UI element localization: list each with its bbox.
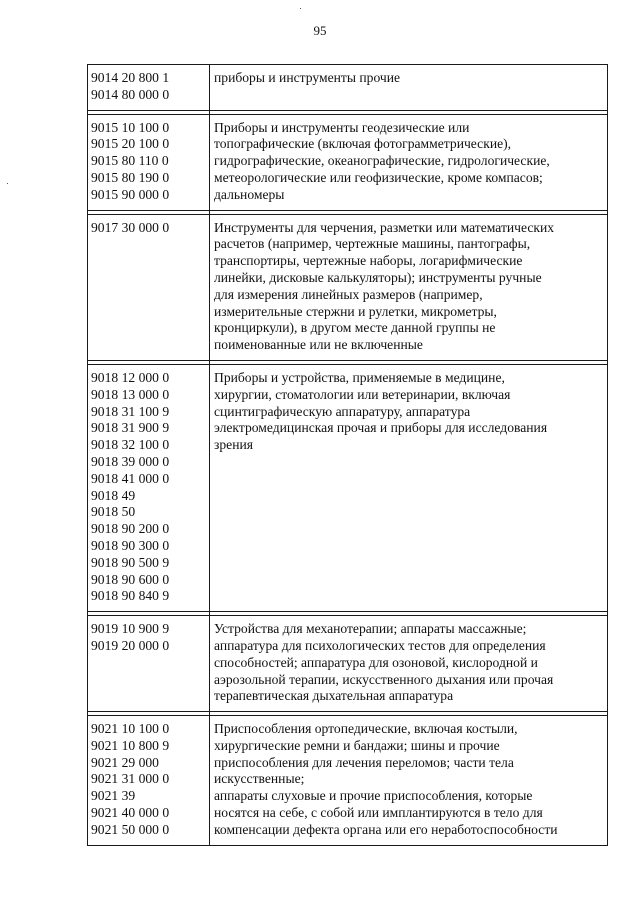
code-cell (88, 616, 210, 712)
tariff-code: 9019 10 900 9 (91, 621, 170, 637)
tariff-code-table (87, 64, 608, 846)
tariff-code: 9018 90 840 9 (91, 588, 170, 604)
tariff-code: 9021 10 100 0 (91, 721, 170, 737)
tariff-code: 9014 80 000 0 (91, 86, 170, 102)
page-number: 95 (313, 23, 327, 38)
tariff-code: 9021 31 000 0 (91, 771, 170, 787)
code-cell (88, 114, 210, 210)
description-text: приборы и инструменты прочие (214, 70, 401, 85)
tariff-code: 9018 41 000 0 (91, 470, 170, 486)
tariff-code: 9014 20 800 1 (91, 70, 170, 85)
tariff-code: 9018 13 000 0 (91, 386, 170, 402)
tariff-code: 9018 50 (91, 504, 136, 520)
tariff-code: 9021 50 000 0 (91, 821, 170, 837)
table-row (88, 65, 608, 111)
description-text: Инструменты для черчения, разметки или математических расчетов (например, чертежные машины, пантографы, транспортиры, чертежные наборы, логарифмические линейки, дисковые калькуляторы); инструменты ручные для измерения линейных размеров (например, измерительные стержни и рулетки, микрометры, кронциркули), в другом месте данной группы не поименованные или не включенные (214, 219, 555, 353)
tariff-code: 9021 39 (91, 788, 136, 804)
description-text: Устройства для механотерапии; аппараты массажные; аппаратура для психологических тестов для определения способностей; аппаратура для озоновой, кислородной и аэрозольной терапии, искусственного дыхания или прочая терапевтическая дыхательная аппаратура (214, 621, 554, 704)
tariff-code: 9021 40 000 0 (91, 805, 170, 821)
table-row (88, 364, 608, 611)
tariff-code: 9018 32 100 0 (91, 437, 170, 453)
tariff-code: 9015 20 100 0 (91, 136, 170, 152)
tariff-code: 9015 90 000 0 (91, 186, 170, 202)
tariff-code: 9015 80 190 0 (91, 169, 170, 185)
tariff-code: 9018 12 000 0 (91, 369, 170, 385)
tariff-code: 9018 90 300 0 (91, 537, 170, 553)
code-cell (88, 364, 210, 611)
table-row (88, 716, 608, 846)
code-cell (88, 65, 210, 111)
description-cell (210, 364, 608, 611)
table-row (88, 616, 608, 712)
description-cell (210, 114, 608, 210)
description-cell (210, 214, 608, 360)
tariff-code: 9021 29 000 (91, 754, 159, 770)
tariff-code: 9018 31 900 9 (91, 420, 170, 436)
tariff-code: 9015 10 100 0 (91, 119, 170, 135)
description-cell (210, 65, 608, 111)
description-cell (210, 616, 608, 712)
description-cell (210, 716, 608, 846)
description-text: Приборы и устройства, применяемые в медицине, хирургии, стоматологии или ветеринарии, включая сцинтиграфическую аппаратуру, аппаратура электромедицинская прочая и приборы для исследования зрения (214, 369, 548, 453)
tariff-code: 9017 30 000 0 (91, 219, 170, 235)
tariff-code: 9018 90 500 9 (91, 554, 170, 570)
tariff-code: 9018 90 600 0 (91, 571, 170, 587)
tariff-code: 9021 10 800 9 (91, 737, 170, 753)
tariff-code: 9015 80 110 0 (91, 153, 169, 169)
tariff-code: 9018 39 000 0 (91, 453, 170, 469)
scan-speck (7, 183, 8, 184)
scan-speck (300, 8, 301, 9)
code-cell (88, 214, 210, 360)
table-row (88, 214, 608, 360)
tariff-code: 9018 31 100 9 (91, 403, 170, 419)
tariff-code: 9018 49 (91, 487, 136, 503)
tariff-code: 9018 90 200 0 (91, 521, 170, 537)
code-cell (88, 716, 210, 846)
description-text: Приборы и инструменты геодезические или топографические (включая фотограмметрические), гидрографические, океанографические, гидрологические, метеорологические или геофизические, кроме компасов; дальномеры (214, 119, 550, 202)
table-row (88, 114, 608, 210)
description-text: Приспособления ортопедические, включая костыли, хирургические ремни и бандажи; шины и прочие приспособления для лечения переломов; части тела искусственные; аппараты слуховые и прочие приспособления, которые носятся на себе, с собой или имплантируются в тело для компенсации дефекта органа или его неработоспособности (214, 721, 558, 837)
tariff-code: 9019 20 000 0 (91, 637, 170, 653)
